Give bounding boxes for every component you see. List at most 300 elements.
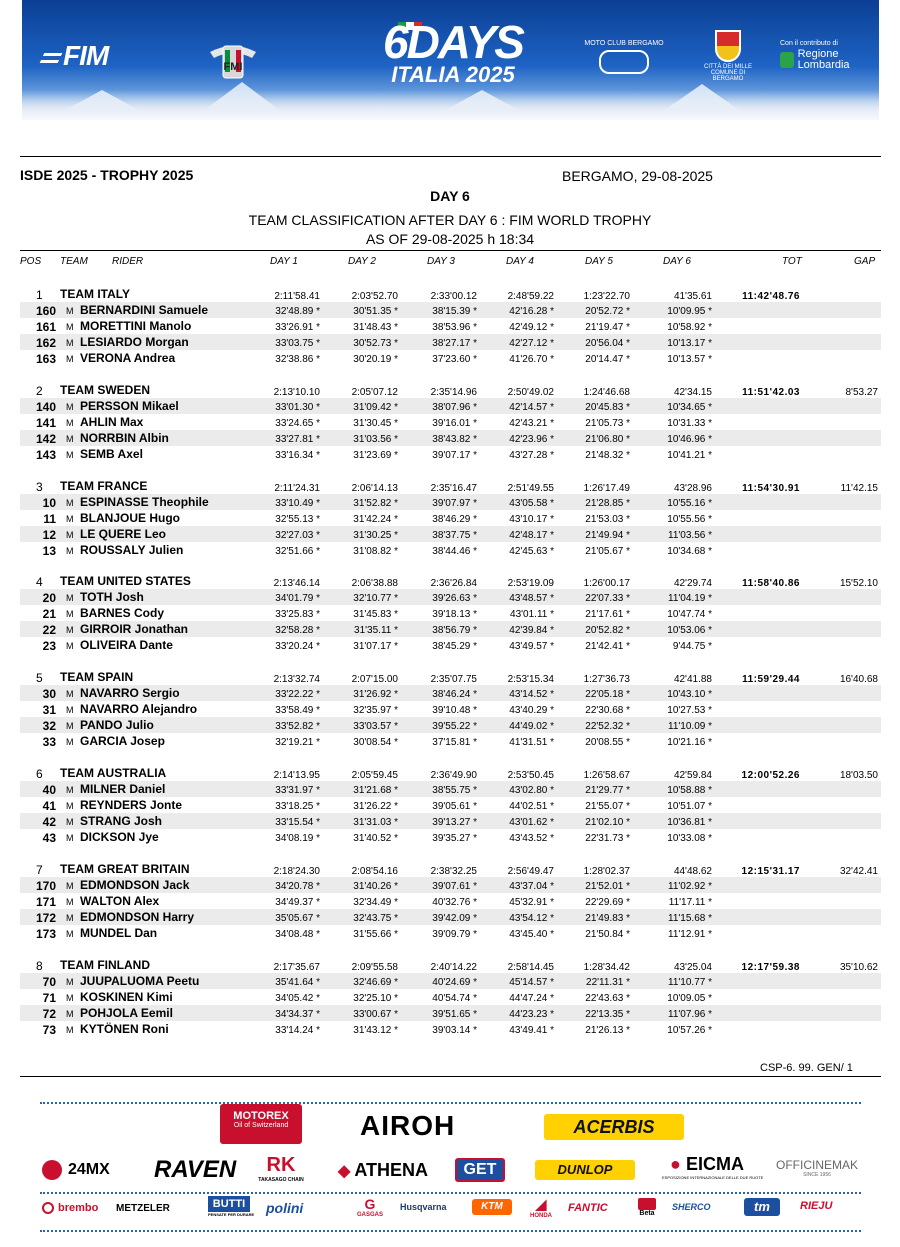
team-day-time: 2:09'55.58 — [351, 961, 398, 973]
rider-day-time: 22'07.33 * — [585, 593, 630, 605]
team-day-time: 2:11'24.31 — [274, 482, 320, 494]
rider-number: 140 — [35, 399, 56, 414]
rk-label: RK — [266, 1154, 296, 1176]
team-gap: 11'42.15 — [840, 482, 878, 494]
rider-day-time: 10'51.07 * — [667, 801, 712, 812]
rider-day-time: 42'48.17 * — [509, 529, 554, 541]
rider-day-time: 31'40.52 * — [353, 833, 398, 844]
place-date: BERGAMO, 29-08-2025 — [562, 168, 713, 184]
rider-gender-mark: M — [66, 992, 74, 1003]
rider-day-time: 10'47.74 * — [667, 609, 712, 621]
rider-name: WALTON Alex — [80, 893, 160, 908]
team-position: 4 — [36, 575, 43, 590]
rider-number: 161 — [35, 320, 56, 334]
rider-day-time: 10'58.88 * — [667, 785, 712, 796]
rider-day-time: 33'31.97 * — [275, 785, 320, 796]
rider-number: 12 — [42, 527, 56, 542]
team-day-time: 44'48.62 — [673, 865, 712, 877]
col-header-day5: DAY 5 — [585, 256, 613, 267]
col-header-gap: GAP — [854, 256, 876, 267]
rider-day-time: 20'52.72 * — [585, 306, 630, 317]
rider-day-time: 21'05.67 * — [585, 545, 630, 557]
rider-day-time: 21'06.80 * — [585, 433, 630, 445]
rider-day-time: 39'42.09 * — [432, 912, 477, 924]
team-day-time: 2:58'14.45 — [507, 961, 554, 973]
team-day-time: 2:36'26.84 — [430, 578, 477, 590]
fim-logo: FIM — [42, 40, 108, 72]
team-day-time: 1:27'36.73 — [583, 674, 630, 686]
rider-day-time: 10'58.92 * — [667, 322, 712, 333]
rider-day-time: 22'31.73 * — [585, 833, 630, 844]
rider-gender-mark: M — [66, 513, 74, 524]
rider-name: EDMONDSON Harry — [80, 909, 195, 924]
rider-gender-mark: M — [66, 833, 74, 843]
team-position: 5 — [36, 671, 43, 686]
rider-number: 141 — [35, 415, 56, 430]
rider-gender-mark: M — [66, 609, 74, 620]
rider-number: 173 — [35, 926, 56, 941]
rider-row — [20, 877, 881, 893]
col-header-day6: DAY 6 — [663, 256, 691, 267]
rider-name: SEMB Axel — [80, 446, 143, 461]
rider-name: ROUSSALY Julien — [80, 542, 184, 557]
rider-number: 40 — [42, 783, 56, 797]
rider-day-time: 31'43.12 * — [353, 1024, 398, 1036]
ktm-logo: KTM — [472, 1199, 512, 1215]
rider-day-time: 31'21.68 * — [353, 785, 398, 796]
eicma-icon: ● — [670, 1154, 681, 1174]
rider-row — [20, 542, 881, 558]
divider — [20, 250, 881, 251]
team-name: TEAM SPAIN — [60, 670, 134, 685]
honda-wing-icon: ◢ — [535, 1196, 547, 1212]
team-total-time: 12:17'59.38 — [741, 961, 800, 973]
24mx-label: 24MX — [68, 1161, 110, 1178]
rider-day-time: 43'01.11 * — [510, 609, 554, 621]
rider-day-time: 39'51.65 * — [432, 1008, 477, 1020]
rider-gender-mark: M — [66, 401, 74, 412]
team-name: TEAM AUSTRALIA — [60, 766, 167, 780]
comune-bergamo-logo — [698, 30, 758, 82]
rider-row — [20, 717, 881, 733]
rider-name: EDMONDSON Jack — [80, 877, 190, 892]
rider-day-time: 9'44.75 * — [672, 641, 712, 653]
team-name: TEAM FINLAND — [60, 957, 150, 972]
gasgas-logo — [354, 1196, 386, 1218]
rider-day-time: 10'09.05 * — [667, 992, 712, 1004]
rider-day-time: 10'57.26 * — [667, 1024, 712, 1036]
team-day-time: 41'35.61 — [673, 291, 712, 302]
team-day-time: 1:24'46.68 — [583, 386, 630, 398]
rider-day-time: 44'02.51 * — [509, 801, 554, 812]
lombardia-name: Regione Lombardia — [797, 48, 850, 71]
rider-day-time: 30'52.73 * — [353, 338, 398, 349]
rider-day-time: 30'20.19 * — [353, 354, 398, 365]
rider-day-time: 32'43.75 * — [353, 912, 398, 924]
event-logo — [358, 16, 548, 87]
rider-day-time: 21'02.10 * — [585, 817, 630, 828]
rider-day-time: 37'23.60 * — [432, 354, 477, 365]
rider-number: 21 — [42, 607, 56, 622]
team-block — [20, 957, 881, 1037]
brembo-label: brembo — [58, 1202, 99, 1214]
rider-day-time: 10'46.96 * — [667, 433, 712, 445]
rider-day-time: 31'03.56 * — [353, 433, 398, 445]
team-day-time: 2:03'52.70 — [351, 291, 398, 302]
team-name: TEAM ITALY — [60, 287, 131, 301]
butti-sub: PENSATE PER DURARE — [208, 1212, 255, 1217]
team-day-time: 2:35'14.96 — [430, 386, 477, 398]
motorex-sub: Oil of Switzerland — [233, 1122, 289, 1129]
rider-day-time: 38'07.96 * — [432, 401, 477, 413]
rider-gender-mark: M — [66, 817, 74, 827]
event-title: ISDE 2025 - TROPHY 2025 — [20, 167, 194, 183]
rider-day-time: 22'11.31 * — [586, 976, 630, 988]
rider-day-time: 41'26.70 * — [509, 354, 554, 365]
rider-day-time: 39'07.61 * — [432, 880, 477, 892]
rider-row — [20, 398, 881, 414]
team-position: 2 — [36, 383, 43, 398]
rider-day-time: 10'33.08 * — [667, 833, 712, 844]
rider-day-time: 20'45.83 * — [585, 401, 630, 413]
team-row — [20, 573, 881, 589]
rider-day-time: 32'38.86 * — [275, 354, 320, 365]
rider-day-time: 31'42.24 * — [353, 513, 398, 525]
rider-day-time: 44'47.24 * — [509, 992, 554, 1004]
rider-number: 43 — [42, 831, 56, 845]
rider-row — [20, 733, 881, 749]
rider-day-time: 11'04.19 * — [668, 593, 712, 605]
rider-day-time: 43'48.57 * — [509, 593, 554, 605]
moto-club-label: MOTO CLUB BERGAMO — [584, 40, 664, 47]
team-block — [20, 669, 881, 749]
beta-icon — [638, 1198, 656, 1210]
team-day-time: 2:08'54.16 — [351, 865, 398, 877]
rider-row — [20, 909, 881, 925]
rider-day-time: 42'39.84 * — [509, 625, 554, 637]
rider-row — [20, 318, 881, 334]
rider-day-time: 31'07.17 * — [353, 641, 398, 653]
rider-day-time: 10'21.16 * — [667, 737, 712, 749]
day-title: DAY 6 — [430, 188, 470, 204]
rider-row — [20, 589, 881, 605]
rider-day-time: 43'49.57 * — [509, 641, 554, 653]
rider-gender-mark: M — [66, 705, 74, 716]
rider-gender-mark: M — [66, 801, 74, 811]
rider-day-time: 45'32.91 * — [509, 896, 554, 908]
col-header-day2: DAY 2 — [348, 256, 376, 267]
team-day-time: 2:53'19.09 — [507, 578, 554, 590]
rider-row — [20, 829, 881, 845]
rider-day-time: 21'29.77 * — [585, 785, 630, 796]
rider-name: KOSKINEN Kimi — [80, 989, 173, 1004]
rider-row — [20, 685, 881, 701]
rider-day-time: 34'08.48 * — [275, 928, 320, 940]
rider-gender-mark: M — [66, 1008, 74, 1019]
rider-day-time: 31'23.69 * — [353, 449, 398, 461]
rider-day-time: 21'49.94 * — [585, 529, 630, 541]
rider-day-time: 39'35.27 * — [432, 833, 477, 844]
team-day-time: 2:13'46.14 — [273, 578, 320, 590]
team-day-time: 2:40'14.22 — [430, 961, 477, 973]
rider-day-time: 43'10.17 * — [509, 513, 554, 525]
col-header-day4: DAY 4 — [506, 256, 534, 267]
team-name: TEAM SWEDEN — [60, 382, 150, 397]
lombardia-pre-label: Con il contributo di — [780, 40, 838, 47]
gasgas-icon: G — [364, 1196, 376, 1212]
rider-day-time: 42'45.63 * — [509, 545, 554, 557]
rider-gender-mark: M — [66, 689, 74, 700]
rk-logo — [256, 1154, 306, 1183]
rider-row — [20, 813, 881, 829]
rider-day-time: 31'48.43 * — [353, 322, 398, 333]
team-position: 3 — [36, 479, 43, 494]
team-day-time: 2:36'49.90 — [430, 770, 477, 781]
rider-day-time: 33'26.91 * — [275, 322, 320, 333]
rider-day-time: 33'10.49 * — [275, 497, 320, 509]
rider-day-time: 31'30.25 * — [353, 529, 398, 541]
col-header-tot: TOT — [782, 256, 802, 267]
rider-name: POHJOLA Eemil — [80, 1005, 173, 1020]
rider-day-time: 43'37.04 * — [509, 880, 554, 892]
rider-day-time: 10'31.33 * — [667, 417, 712, 429]
sponsors-area — [20, 1092, 881, 1242]
col-header-team: TEAM — [60, 256, 88, 267]
rider-day-time: 31'08.82 * — [353, 545, 398, 557]
officinemak-sub: SINCE 1956 — [803, 1172, 831, 1178]
airoh-logo: AIROH — [360, 1110, 456, 1141]
rider-day-time: 34'34.37 * — [275, 1008, 320, 1020]
lombardia-rose-icon — [780, 52, 794, 68]
rider-name: JUUPALUOMA Peetu — [80, 973, 200, 988]
rider-day-time: 45'14.57 * — [509, 976, 554, 988]
rider-day-time: 11'07.96 * — [668, 1008, 712, 1020]
rider-day-time: 22'52.32 * — [585, 721, 630, 733]
rider-name: GIRROIR Jonathan — [80, 622, 189, 637]
rider-number: 30 — [42, 687, 56, 702]
rider-name: LE QUERE Leo — [80, 526, 167, 541]
rider-day-time: 21'19.47 * — [585, 322, 630, 333]
rider-day-time: 31'09.42 * — [353, 401, 398, 413]
col-header-day3: DAY 3 — [427, 256, 455, 267]
team-day-time: 2:48'59.22 — [507, 291, 554, 302]
team-day-time: 1:23'22.70 — [583, 291, 630, 302]
rider-gender-mark: M — [66, 449, 74, 460]
rider-day-time: 22'05.18 * — [585, 689, 630, 701]
rider-gender-mark: M — [66, 912, 74, 923]
rider-row — [20, 781, 881, 797]
rider-number: 41 — [42, 799, 56, 813]
rider-day-time: 43'49.41 * — [509, 1024, 554, 1036]
team-gap: 16'40.68 — [839, 674, 878, 686]
rider-number: 171 — [35, 894, 56, 909]
rider-name: GARCIA Josep — [80, 734, 165, 749]
officinemak-label: OFFICINEMAK — [775, 1158, 858, 1172]
rider-day-time: 32'46.69 * — [353, 976, 398, 988]
rider-day-time: 39'55.22 * — [432, 721, 477, 733]
rider-day-time: 31'40.26 * — [353, 880, 398, 892]
rider-day-time: 34'49.37 * — [275, 896, 320, 908]
event-logo-line1: 6DAYS — [383, 16, 523, 68]
athena-label: ATHENA — [354, 1160, 428, 1180]
team-gap: 18'03.50 — [839, 770, 878, 781]
rider-day-time: 33'27.81 * — [275, 433, 320, 445]
as-of-timestamp: AS OF 29-08-2025 h 18:34 — [365, 231, 535, 247]
rider-day-time: 38'46.29 * — [432, 513, 477, 525]
bergamo-shield-icon — [715, 30, 741, 62]
team-name: TEAM UNITED STATES — [60, 574, 191, 589]
rider-number: 73 — [42, 1022, 56, 1037]
col-header-pos: POS — [20, 256, 42, 267]
rider-name: NORRBIN Albin — [80, 430, 169, 445]
rider-day-time: 30'51.35 * — [353, 306, 398, 317]
rider-number: 32 — [42, 719, 56, 734]
rider-day-time: 32'27.03 * — [275, 529, 320, 541]
husqvarna-logo: Husqvarna — [400, 1202, 447, 1212]
rider-gender-mark: M — [66, 306, 74, 316]
rider-day-time: 43'43.52 * — [509, 833, 554, 844]
rider-row — [20, 1005, 881, 1021]
rider-gender-mark: M — [66, 880, 74, 891]
rk-sub: TAKASAGO CHAIN — [258, 1177, 304, 1183]
team-day-time: 2:18'24.30 — [273, 865, 320, 877]
team-day-time: 2:38'32.25 — [430, 865, 477, 877]
rider-day-time: 43'05.58 * — [509, 497, 554, 509]
rider-day-time: 32'48.89 * — [275, 306, 320, 317]
rider-gender-mark: M — [66, 497, 74, 508]
rider-day-time: 40'54.74 * — [432, 992, 477, 1004]
raven-logo: RAVEN — [154, 1156, 237, 1183]
bergamo-city-label: CITTÀ DEI MILLE — [703, 64, 752, 70]
rider-day-time: 11'12.91 * — [668, 928, 712, 940]
rider-gender-mark: M — [66, 976, 74, 987]
rider-day-time: 34'01.79 * — [275, 593, 320, 605]
rider-name: ESPINASSE Theophile — [80, 494, 209, 509]
rider-day-time: 38'53.96 * — [432, 322, 477, 333]
team-position: 6 — [36, 767, 43, 781]
24mx-icon — [42, 1160, 62, 1180]
rider-row — [20, 526, 881, 542]
rider-name: BARNES Cody — [80, 606, 165, 621]
rider-day-time: 31'55.66 * — [353, 928, 398, 940]
team-day-time: 42'34.15 — [673, 386, 712, 398]
regione-lombardia-logo — [780, 40, 879, 71]
fmi-label: FMI — [223, 61, 243, 73]
rider-gender-mark: M — [66, 721, 74, 732]
team-total-time: 11:51'42.03 — [742, 386, 800, 398]
team-day-time: 2:14'13.95 — [273, 770, 320, 781]
acerbis-logo: ACERBIS — [544, 1114, 684, 1140]
team-gap: 32'42.41 — [839, 865, 878, 877]
team-day-time: 2:33'00.12 — [430, 291, 477, 302]
polini-logo: polini — [266, 1200, 304, 1216]
rider-day-time: 20'08.55 * — [585, 737, 630, 749]
rider-day-time: 11'17.11 * — [668, 896, 712, 908]
rider-day-time: 42'49.12 * — [509, 322, 554, 333]
team-name: TEAM FRANCE — [60, 478, 148, 493]
rider-day-time: 39'26.63 * — [432, 593, 477, 605]
rider-row — [20, 637, 881, 653]
rider-day-time: 39'16.01 * — [432, 417, 477, 429]
rider-gender-mark: M — [66, 529, 74, 540]
rider-name: VERONA Andrea — [80, 351, 176, 365]
rider-row — [20, 1021, 881, 1037]
document-code: CSP-6. 99. GEN/ 1 — [760, 1062, 853, 1074]
beta-logo — [632, 1198, 662, 1217]
rider-day-time: 34'08.19 * — [275, 833, 320, 844]
rider-gender-mark: M — [66, 785, 74, 795]
rider-number: 20 — [42, 591, 56, 606]
rider-day-time: 22'30.68 * — [585, 705, 630, 717]
rider-name: MILNER Daniel — [80, 782, 166, 796]
rider-row — [20, 701, 881, 717]
rider-day-time: 21'17.61 * — [585, 609, 630, 621]
rider-number: 162 — [35, 336, 56, 350]
rider-day-time: 39'05.61 * — [432, 801, 477, 812]
team-row — [20, 382, 881, 398]
rider-day-time: 20'52.82 * — [585, 625, 630, 637]
rider-day-time: 33'15.54 * — [275, 817, 320, 828]
rider-day-time: 33'14.24 * — [275, 1024, 320, 1036]
dotted-divider — [40, 1230, 861, 1232]
rider-day-time: 10'41.21 * — [667, 449, 712, 461]
rider-day-time: 32'55.13 * — [275, 513, 320, 525]
rider-row — [20, 605, 881, 621]
dunlop-logo: DUNLOP — [535, 1160, 635, 1180]
rider-day-time: 31'26.92 * — [353, 689, 398, 701]
rider-row — [20, 925, 881, 941]
eicma-logo — [662, 1154, 764, 1180]
team-day-time: 2:06'14.13 — [351, 482, 398, 494]
team-block — [20, 382, 881, 462]
rider-row — [20, 414, 881, 430]
brembo-icon — [42, 1202, 54, 1214]
rider-day-time: 38'37.75 * — [432, 529, 477, 541]
team-day-time: 2:50'49.02 — [507, 386, 554, 398]
get-logo: GET — [455, 1158, 505, 1182]
team-day-time: 2:05'59.45 — [351, 770, 398, 781]
rider-day-time: 39'07.17 * — [432, 449, 477, 461]
rider-gender-mark: M — [66, 322, 74, 332]
team-day-time: 2:17'35.67 — [273, 961, 320, 973]
rider-day-time: 31'26.22 * — [353, 801, 398, 812]
rider-day-time: 10'55.56 * — [667, 513, 712, 525]
team-day-time: 42'41.88 — [673, 674, 712, 686]
team-row — [20, 765, 881, 781]
beta-label: Beta — [639, 1210, 655, 1217]
rider-day-time: 10'55.16 * — [667, 497, 712, 509]
sherco-logo: SHERCO — [672, 1202, 711, 1212]
rider-day-time: 21'52.01 * — [585, 880, 630, 892]
rider-day-time: 33'22.22 * — [275, 689, 320, 701]
rider-day-time: 34'20.78 * — [275, 880, 320, 892]
rider-day-time: 32'58.28 * — [275, 625, 320, 637]
rider-day-time: 10'43.10 * — [667, 689, 712, 701]
rider-day-time: 22'43.63 * — [585, 992, 630, 1004]
gasgas-label: GASGAS — [356, 1212, 383, 1218]
dotted-divider — [40, 1102, 861, 1104]
rider-name: PANDO Julio — [80, 718, 154, 733]
rider-row — [20, 621, 881, 637]
rider-day-time: 10'36.81 * — [667, 817, 712, 828]
rider-row — [20, 302, 881, 318]
honda-logo — [526, 1196, 556, 1219]
rider-day-time: 30'08.54 * — [353, 737, 398, 749]
team-day-time: 2:53'50.45 — [507, 770, 554, 781]
eicma-sub: ESPOSIZIONE INTERNAZIONALE DELLE DUE RUOTE — [662, 1175, 764, 1180]
rider-day-time: 38'45.29 * — [432, 641, 477, 653]
rider-number: 170 — [35, 878, 56, 893]
